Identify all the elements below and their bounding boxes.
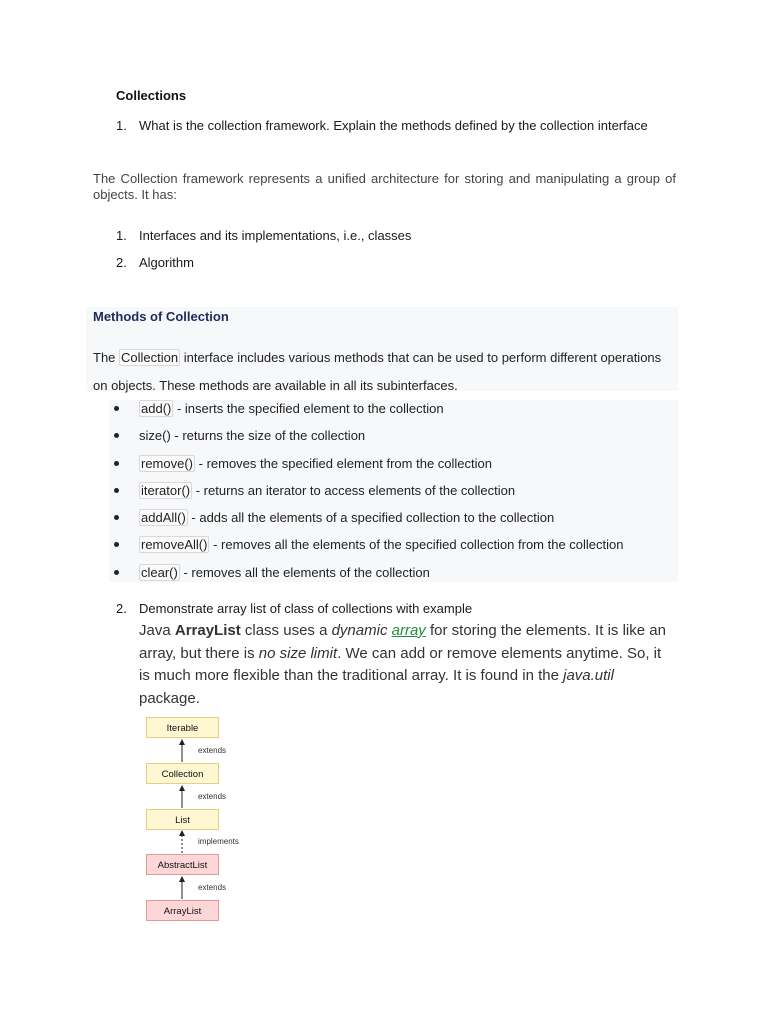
- italic-java-util: java.util: [563, 667, 614, 684]
- italic-no-size-limit: no size limit: [258, 644, 338, 662]
- method-description: - inserts the specified element to the collection: [173, 401, 444, 416]
- node-list: List: [146, 809, 219, 830]
- node-arraylist: ArrayList: [146, 900, 219, 921]
- method-code: addAll(): [141, 510, 186, 526]
- inline-code-collection: Collection: [121, 350, 179, 365]
- methods-heading: Methods of Collection: [93, 309, 229, 324]
- method-code: size(): [139, 428, 171, 444]
- relation-label: extends: [198, 792, 227, 801]
- method-code: remove(): [141, 455, 194, 471]
- intro-paragraph: The Collection framework represents a unified architecture for storing and manipulating a group of objects. It has:: [93, 171, 676, 202]
- methods-paragraph-end: interface includes various methods that can be used to perform different operations on objects. These methods are available in all its subinterfaces.: [93, 350, 662, 393]
- text-run: Java: [139, 622, 175, 639]
- method-code: add(): [141, 401, 172, 416]
- bullet-icon: [114, 461, 119, 466]
- method-description: - removes the specified element from the collection: [195, 455, 492, 471]
- method-description: - adds all the elements of a specified collection to the collection: [187, 510, 555, 526]
- list-item-number: 2.: [116, 255, 127, 270]
- question-text: Demonstrate array list of class of collections with example: [139, 601, 473, 616]
- question-text: What is the collection framework. Explain the methods defined by the collection interface: [139, 118, 648, 133]
- methods-paragraph-start: The: [93, 350, 120, 365]
- question-number: 2.: [116, 601, 127, 616]
- page-title: Collections: [116, 88, 187, 103]
- bullet-icon: [114, 406, 119, 411]
- text-run: class uses a: [240, 622, 332, 639]
- list-item-text: Interfaces and its implementations, i.e., classes: [139, 228, 412, 243]
- bullet-icon: [114, 570, 119, 575]
- method-description: - returns the size of the collection: [170, 428, 366, 444]
- array-link[interactable]: array: [391, 622, 426, 639]
- question-number: 1.: [116, 118, 127, 133]
- relation-label: extends: [198, 883, 227, 892]
- method-code: removeAll(): [141, 537, 208, 553]
- method-code: iterator(): [141, 482, 191, 498]
- relation-label: extends: [198, 746, 227, 755]
- question-1: [116, 116, 656, 135]
- italic-dynamic: dynamic: [331, 622, 388, 639]
- bullet-icon: [114, 488, 119, 493]
- bold-arraylist: ArrayList: [174, 622, 241, 639]
- method-description: - removes all the elements of the collection: [179, 564, 430, 580]
- node-abstractlist: AbstractList: [146, 854, 219, 875]
- list-item-text: Algorithm: [139, 255, 194, 270]
- method-description: - returns an iterator to access elements of the collection: [192, 482, 516, 498]
- list-item-number: 1.: [116, 228, 127, 243]
- arraylist-hierarchy-diagram: [140, 712, 280, 932]
- relation-label: implements: [198, 837, 239, 846]
- text-run: . We can add or remove elements anytime. So, it is much more flexible than the traditional array. It is found in the: [139, 644, 662, 684]
- methods-paragraph: [93, 344, 678, 400]
- method-description: - removes all the elements of the specified collection from the collection: [209, 537, 624, 553]
- text-run: for storing the elements. It is like an array, but there is: [139, 622, 666, 662]
- node-iterable: Iterable: [146, 717, 219, 738]
- text-run: package.: [139, 689, 200, 707]
- method-code: clear(): [141, 564, 178, 580]
- arraylist-paragraph: [139, 620, 674, 710]
- node-collection: Collection: [146, 763, 219, 784]
